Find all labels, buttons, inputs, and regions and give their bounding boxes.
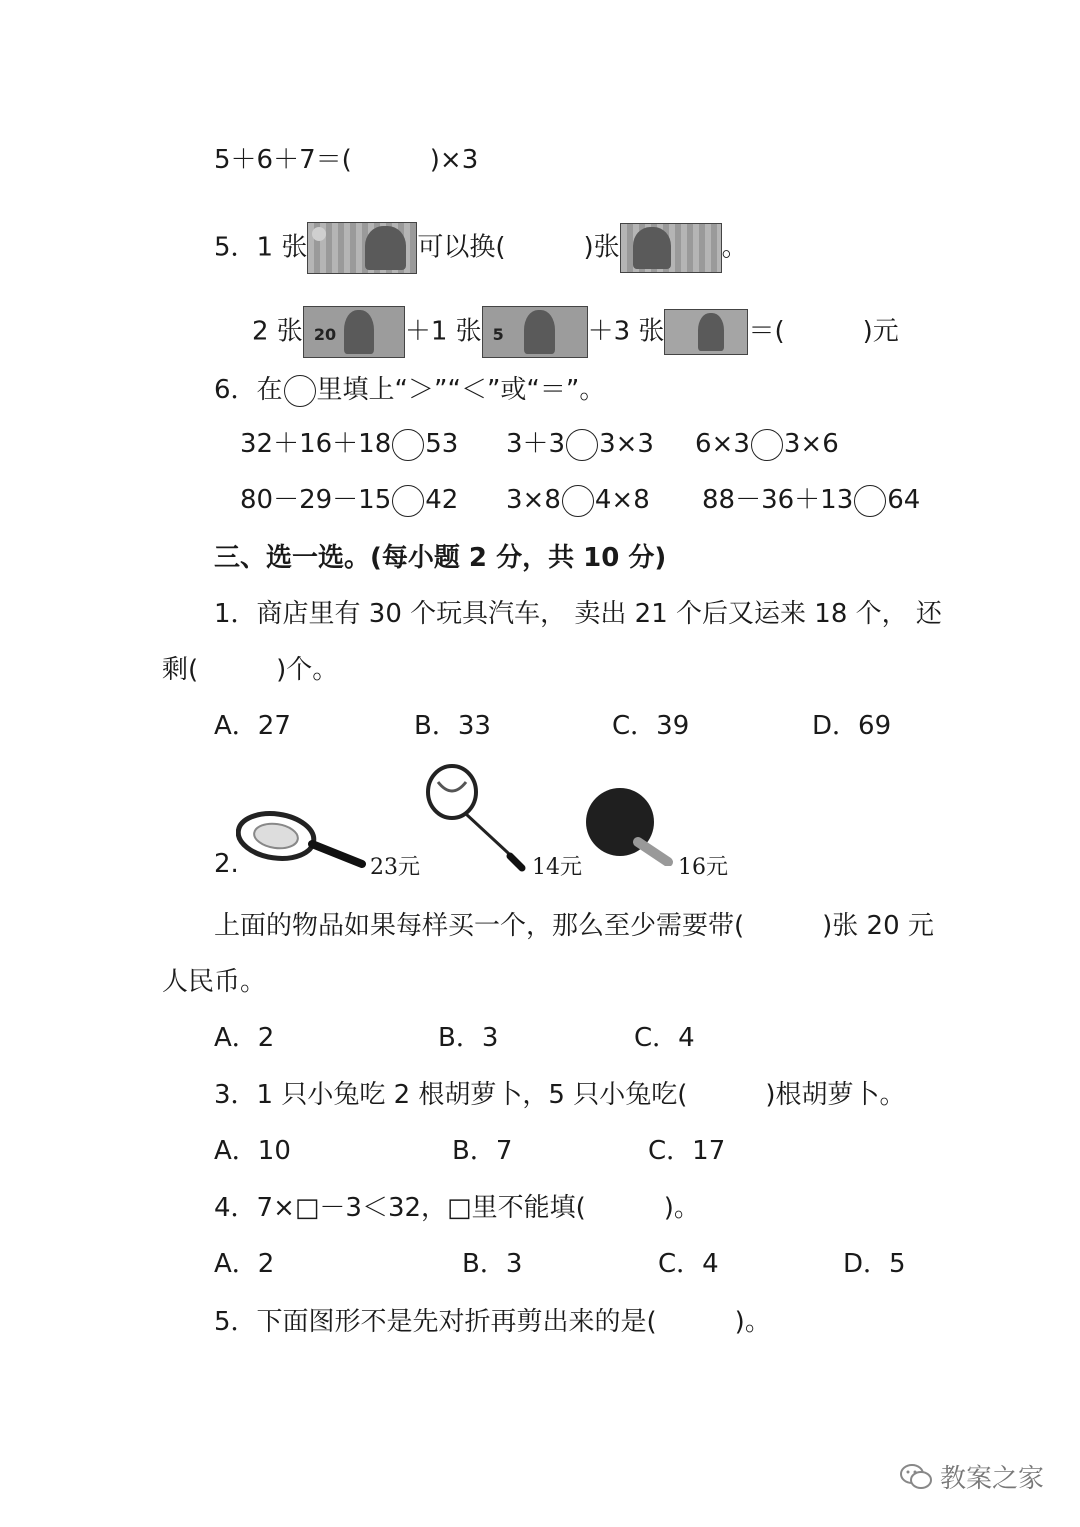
five-yuan-banknote-image: [482, 306, 588, 358]
question-text: 1．商店里有 30 个玩具汽车， 卖出 21 个后又运来 18 个， 还: [214, 599, 942, 629]
compare-circle-icon[interactable]: [751, 429, 783, 461]
compare-circle-icon[interactable]: [392, 429, 424, 461]
compare-left: 88－36＋13: [702, 485, 854, 515]
compare-item: [695, 426, 839, 462]
compare-item: [240, 482, 458, 518]
banknote-value: 5: [492, 325, 504, 344]
compare-left: 80－29－15: [240, 485, 392, 515]
option-c[interactable]: C．4: [658, 1249, 719, 1279]
question-text: 5．下面图形不是先对折再剪出来的是( )。: [214, 1307, 771, 1337]
question-5b-line: [252, 306, 899, 358]
question-text: 剩( )个。: [162, 655, 339, 685]
q5b-text-1: 2 张: [252, 316, 303, 347]
question-6-line: [214, 372, 605, 408]
question-text: 人民币。: [162, 967, 267, 997]
compare-circle-icon[interactable]: [566, 429, 598, 461]
compare-right: 3×3: [599, 429, 654, 459]
compare-circle-icon[interactable]: [562, 485, 594, 517]
q5b-text-2: ＋1 张: [404, 316, 482, 347]
q5b-text-3: ＋3 张: [587, 316, 665, 347]
q6-text-2: 里填上“＞”“＜”或“＝”。: [316, 375, 606, 405]
watermark-label: 教案之家: [939, 1464, 1044, 1494]
compare-left: 6×3: [695, 429, 750, 459]
equation-line: 5＋6＋7＝( )×3: [214, 145, 479, 175]
q5b-text-4: ＝( )元: [748, 316, 899, 347]
option-d[interactable]: D．69: [812, 711, 892, 741]
compare-item: [240, 426, 458, 462]
price-label: 23元: [370, 855, 420, 880]
compare-left: 3＋3: [506, 429, 566, 459]
q5-text-2: 可以换( )张: [417, 232, 620, 263]
compare-item: [702, 482, 920, 518]
option-b[interactable]: B．3: [462, 1249, 523, 1279]
wechat-icon: [900, 1463, 932, 1491]
compare-left: 32＋16＋18: [240, 429, 392, 459]
option-a[interactable]: A．2: [214, 1023, 275, 1053]
ping-pong-paddle-image: [584, 786, 674, 866]
question-text: 4．7×□－3＜32，□里不能填( )。: [214, 1193, 700, 1223]
q6-text-1: 6．在: [214, 375, 283, 405]
compare-right: 42: [425, 485, 459, 515]
option-d[interactable]: D．5: [843, 1249, 906, 1279]
compare-left: 3×8: [506, 485, 561, 515]
compare-right: 53: [425, 429, 459, 459]
question-number: 2.: [214, 849, 239, 879]
question-5-line: [214, 222, 748, 274]
compare-circle-icon[interactable]: [854, 485, 886, 517]
question-text: 上面的物品如果每样买一个，那么至少需要带( )张 20 元: [214, 911, 934, 941]
price-label: 14元: [532, 855, 582, 880]
option-b[interactable]: B．3: [438, 1023, 499, 1053]
two-yuan-banknote-image: [307, 222, 417, 274]
q5-text-3: 。: [721, 232, 748, 263]
option-c[interactable]: C．17: [648, 1136, 726, 1166]
option-b[interactable]: B．7: [452, 1136, 513, 1166]
badminton-racket-image: [422, 764, 532, 872]
option-c[interactable]: C．39: [612, 711, 690, 741]
option-c[interactable]: C．4: [634, 1023, 695, 1053]
question-text: 3．1 只小兔吃 2 根胡萝卜，5 只小兔吃( )根胡萝卜。: [214, 1080, 906, 1110]
compare-right: 3×6: [783, 429, 839, 459]
option-b[interactable]: B．33: [414, 711, 491, 741]
compare-item: [506, 482, 650, 518]
section-heading: 三、选一选。(每小题 2 分，共 10 分): [214, 543, 667, 573]
five-jiao-banknote-image: [620, 223, 722, 273]
compare-item: [506, 426, 654, 462]
banknote-value: 20: [313, 325, 337, 344]
compare-right: 4×8: [594, 485, 650, 515]
option-a[interactable]: A．10: [214, 1136, 291, 1166]
watermark: [900, 1458, 1044, 1495]
q5-text-1: 5．1 张: [214, 232, 308, 263]
option-a[interactable]: A．27: [214, 711, 291, 741]
tennis-racket-image: [236, 808, 366, 878]
price-label: 16元: [678, 855, 728, 880]
compare-right: 64: [887, 485, 921, 515]
compare-circle-icon[interactable]: [392, 485, 424, 517]
compare-circle-icon: [284, 375, 316, 407]
twenty-yuan-banknote-image: [303, 306, 405, 358]
option-a[interactable]: A．2: [214, 1249, 275, 1279]
one-yuan-banknote-image: [664, 309, 748, 355]
